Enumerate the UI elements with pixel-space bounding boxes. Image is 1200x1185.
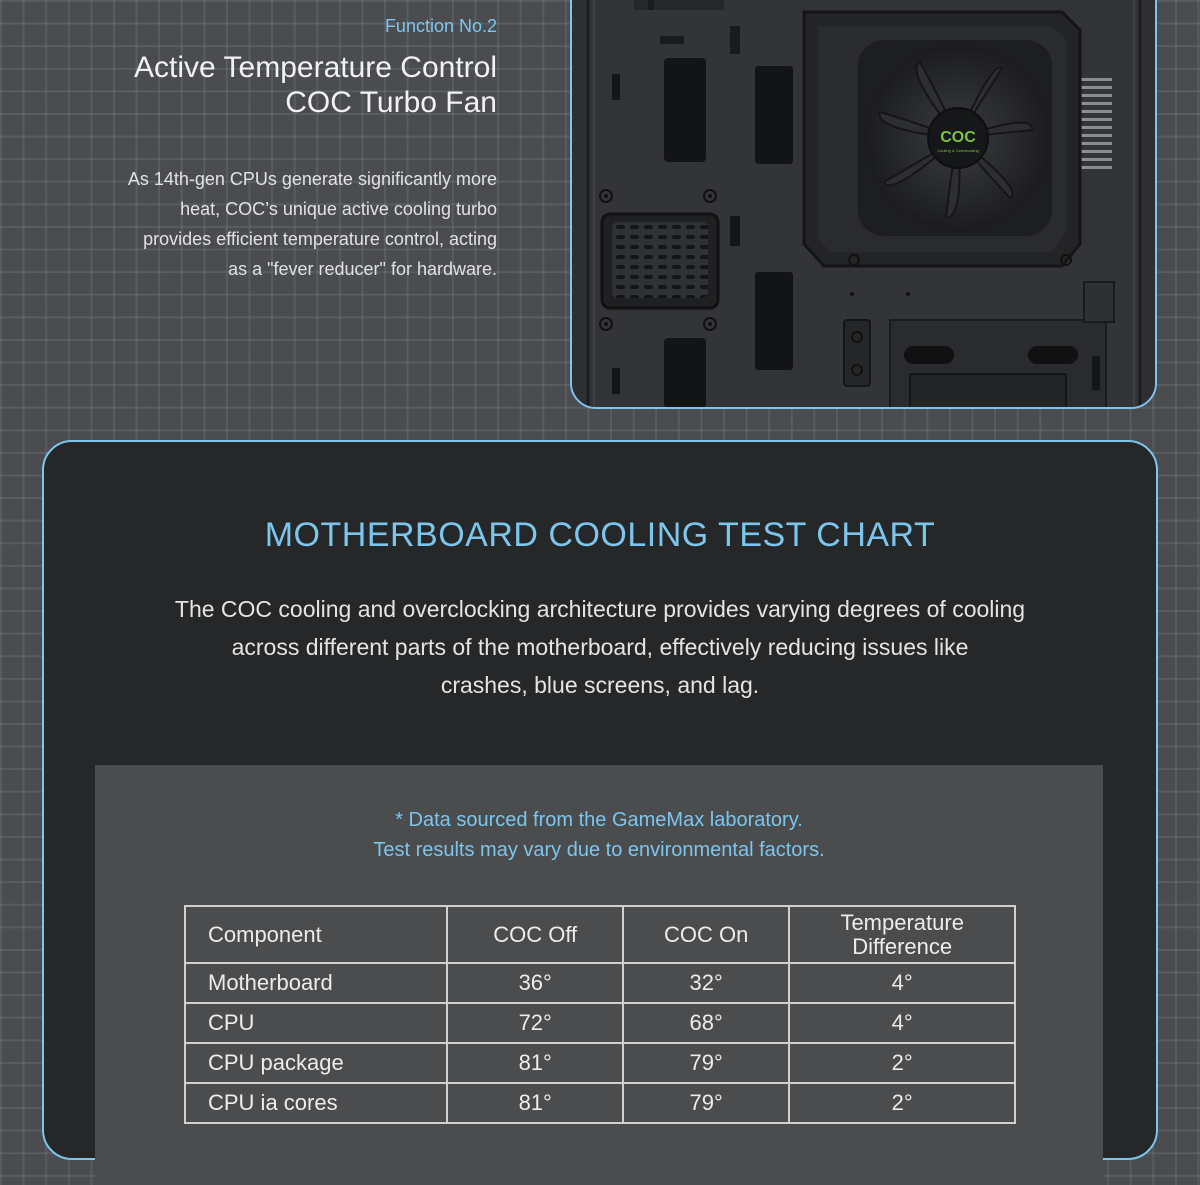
column-header-coc-off: COC Off [447, 906, 622, 963]
table-row [185, 1083, 1015, 1123]
feature-description-line: As 14th-gen CPUs generate significantly more [127, 169, 497, 189]
section-description-line: across different parts of the motherboard, effectively reducing issues like [231, 634, 969, 660]
table-row [185, 963, 1015, 1003]
column-header-temperature-difference [789, 906, 1015, 963]
cell-coc-off: 72° [447, 1003, 622, 1043]
cell-coc-on: 79° [623, 1083, 789, 1123]
column-header-line: Difference [852, 933, 953, 959]
column-header-component: Component [185, 906, 447, 963]
cooling-test-panel [42, 440, 1158, 1160]
feature-description-line: provides efficient temperature control, acting [143, 229, 497, 249]
feature-title-line-1: Active Temperature Control [134, 51, 497, 84]
section-description-line: crashes, blue screens, and lag. [440, 672, 760, 698]
cell-component: CPU ia cores [185, 1083, 447, 1123]
data-source-note-line: Test results may vary due to environmental factors. [373, 839, 825, 861]
feature-title [134, 50, 497, 120]
feature-description-line: heat, COC’s unique active cooling turbo [180, 199, 497, 219]
section-description-line: The COC cooling and overclocking architecture provides varying degrees of cooling [174, 596, 1026, 622]
case-interior-illustration [572, 0, 1155, 409]
table-row [185, 1043, 1015, 1083]
cell-temperature-difference: 2° [789, 1043, 1015, 1083]
feature-title-line-2: COC Turbo Fan [285, 86, 497, 119]
section-description [84, 590, 1116, 704]
cell-coc-off: 81° [447, 1083, 622, 1123]
test-results-box [95, 765, 1103, 1185]
case-interior-photo [570, 0, 1157, 409]
cell-coc-on: 79° [623, 1043, 789, 1083]
cell-coc-off: 36° [447, 963, 622, 1003]
function-label: Function No.2 [384, 16, 497, 36]
column-header-coc-on: COC On [623, 906, 789, 963]
feature-description [128, 164, 497, 284]
cell-component: Motherboard [185, 963, 447, 1003]
cell-coc-on: 68° [623, 1003, 789, 1043]
table-header-row [185, 906, 1015, 963]
coc-logo-subtext: Cooling & Overclocking [937, 148, 979, 153]
section-title: MOTHERBOARD COOLING TEST CHART [264, 516, 936, 554]
data-source-note-line: * Data sourced from the GameMax laboratory. [395, 809, 803, 831]
cell-coc-on: 32° [623, 963, 789, 1003]
feature-description-line: as a "fever reducer" for hardware. [228, 259, 497, 279]
cell-component: CPU [185, 1003, 447, 1043]
cell-temperature-difference: 2° [789, 1083, 1015, 1123]
table-row [185, 1003, 1015, 1043]
cell-temperature-difference: 4° [789, 963, 1015, 1003]
cell-coc-off: 81° [447, 1043, 622, 1083]
cell-temperature-difference: 4° [789, 1003, 1015, 1043]
data-source-note [95, 805, 1103, 865]
column-header-line: Temperature [840, 909, 964, 935]
cell-component: CPU package [185, 1043, 447, 1083]
coc-logo: COC [940, 129, 976, 146]
cooling-results-table [184, 905, 1016, 1124]
